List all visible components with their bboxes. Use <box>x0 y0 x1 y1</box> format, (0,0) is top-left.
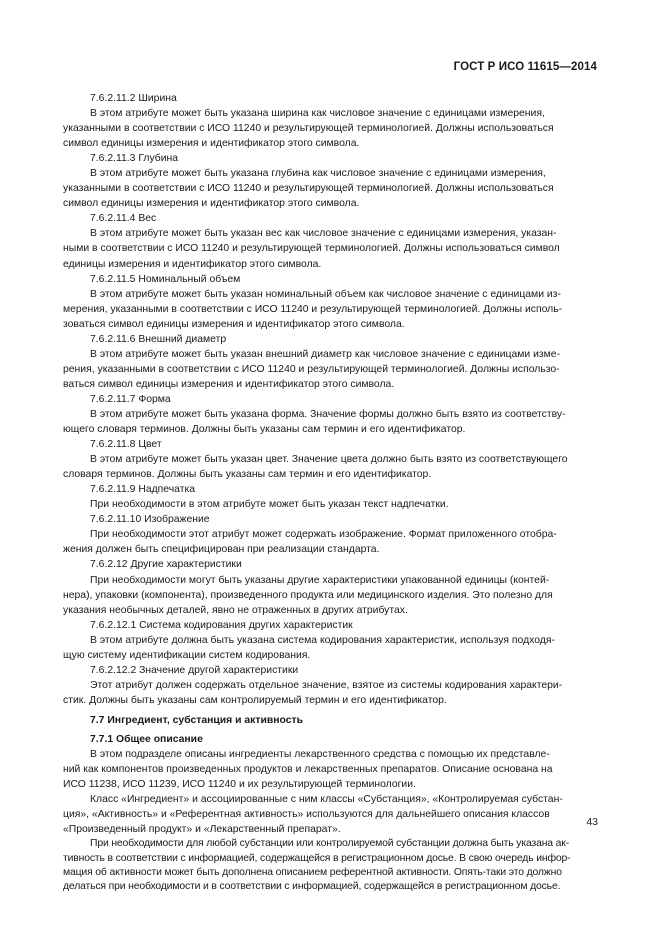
page-number: 43 <box>586 816 598 828</box>
body-paragraph: В этом атрибуте может быть указан цвет. Значение цвета должно быть взято из соответствующего словаря терминов. Должны быть указаны сам термин и его идентификатор. <box>63 454 568 481</box>
clause-heading: 7.6.2.11.3 Глубина <box>90 153 179 165</box>
body-paragraph: Класс «Ингредиент» и ассоциированные с ним классы «Субстанция», «Контролируемая субстан- ция», «Активность» и «Референтная активность» используются для дальнейшего описания классов «Произведенный продукт» и «Лекарственный препарат». <box>63 794 563 836</box>
clause-heading: 7.6.2.11.4 Вес <box>90 213 157 225</box>
section-heading: 7.7 Ингредиент, субстанция и активность <box>90 714 303 726</box>
body-paragraph: В этом подразделе описаны ингредиенты лекарственного средства с помощью их представле- ний как компонентов произведенных продуктов и лекарственных препаратов. Описание основана на ИСО 11238, ИСО 11239, ИСО 11240 и их результирующей терминологии. <box>63 749 553 791</box>
clause-heading: 7.6.2.12.2 Значение другой характеристики <box>90 664 299 676</box>
clause-heading: 7.6.2.12.1 Система кодирования других характеристик <box>90 619 353 631</box>
clause-heading: 7.6.2.11.2 Ширина <box>90 93 177 104</box>
clause-heading: 7.6.2.11.7 Форма <box>90 393 171 405</box>
body-paragraph: В этом атрибуте может быть указана глубина как числовое значение с единицами измерения, указанными в соответствии с ИСО 11240 и результирующей терминологией. Должны использоваться символ единицы измерения и идентификатор этого символа. <box>63 168 554 210</box>
clause-heading: 7.6.2.11.6 Внешний диаметр <box>90 333 227 345</box>
body-paragraph: В этом атрибуте может быть указана ширина как числовое значение с единицами измерения, указанными в соответствии с ИСО 11240 и результирующей терминологией. Должны использоваться символ единицы измерения и идентификатор этого символа. <box>63 108 554 150</box>
body-paragraph: В этом атрибуте может быть указан вес как числовое значение с единицами измерения, указан- ными в соответствии с ИСО 11240 и результирующей терминологией. Должны использоваться символ единицы измерения и идентификатор этого символа. <box>63 228 560 270</box>
body-paragraph: Этот атрибут должен содержать отдельное значение, взятое из системы кодирования характери- стик. Должны быть указаны сам контролируемый термин и его идентификатор. <box>63 679 563 706</box>
body-paragraph: При необходимости в этом атрибуте может быть указан текст надпечатки. <box>90 499 449 511</box>
clause-heading: 7.6.2.11.10 Изображение <box>90 514 210 526</box>
body-paragraph: В этом атрибуте может быть указан номинальный объем как числовое значение с единицами из- мерения, указанными в соответствии с ИСО 11240 и результирующей терминологией. Должны исполь- зоваться символ единицы измерения и идентификатор этого символа. <box>63 288 563 330</box>
document-body <box>63 91 598 894</box>
body-paragraph: При необходимости этот атрибут может содержать изображение. Формат приложенного отобра- жения должен быть специфицирован при реализации стандарта. <box>63 529 557 556</box>
clause-heading: 7.6.2.11.9 Надпечатка <box>90 484 196 496</box>
body-paragraph: При необходимости для любой субстанции или контролируемой субстанции должна быть указана ак- тивность в соответствии с информацией, содержащейся в регистрационном досье. В свою очередь инфор- мация об активности может быть дополнена описанием референтной активности. Опять-таки это должно делаться при необходимости и в соответствии с информацией, содержащейся в регистрационном досье. <box>63 838 571 893</box>
body-paragraph: В этом атрибуте может быть указана форма. Значение формы должно быть взято из соответству- ющего словаря терминов. Должны быть указаны сам термин и его идентификатор. <box>63 408 566 436</box>
clause-heading: 7.6.2.12 Другие характеристики <box>90 559 242 571</box>
clause-heading: 7.6.2.11.5 Номинальный объем <box>90 273 241 285</box>
body-paragraph: При необходимости могут быть указаны другие характеристики упакованной единицы (контей- нера), упаковки (компонента), произведенного продукта или медицинского изделия. Это полезно для указания необычных деталей, явно не отраженных в других атрибутах. <box>63 574 553 616</box>
document-standard-header: ГОСТ Р ИСО 11615—2014 <box>453 61 597 73</box>
subsection-heading: 7.7.1 Общее описание <box>90 733 203 745</box>
body-paragraph: В этом атрибуте должна быть указана система кодирования характеристик, используя подходя- щую систему идентификации систем кодирования. <box>63 634 555 661</box>
body-paragraph: В этом атрибуте может быть указан внешний диаметр как числовое значение с единицами изме- рения, указанными в соответствии с ИСО 11240 и результирующей терминологией. Должны использо- ваться символ единицы измерения и идентификатор этого символа. <box>63 348 561 390</box>
clause-heading: 7.6.2.11.8 Цвет <box>90 439 162 451</box>
